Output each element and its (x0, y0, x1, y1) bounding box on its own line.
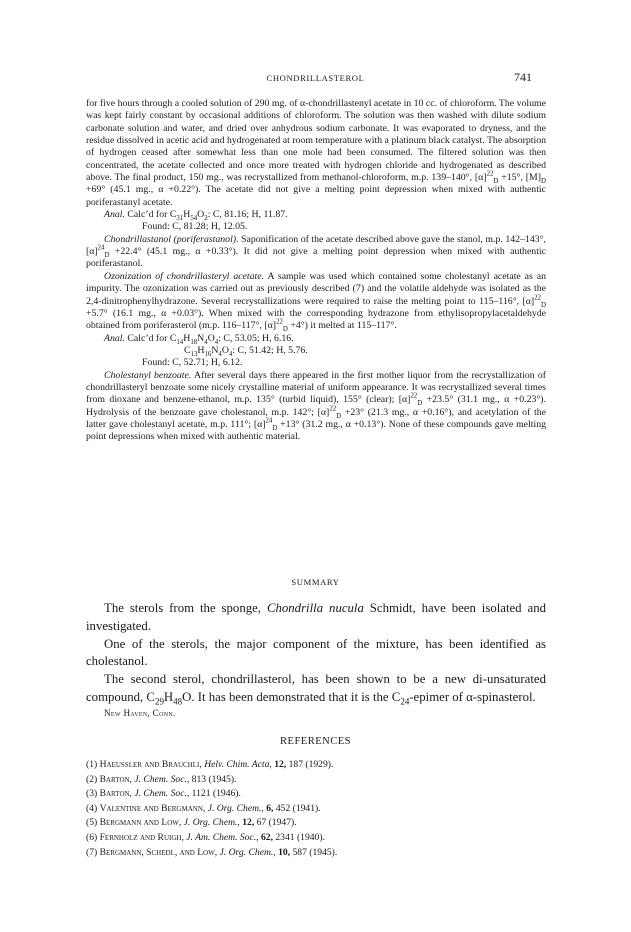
page-number: 741 (514, 70, 532, 84)
reference-item: (6) Fernholz and Ruigh, J. Am. Chem. Soc., 62, 2341 (1940). (86, 831, 325, 843)
reference-item: (5) Bergmann and Low, J. Org. Chem., 12, 67 (1947). (86, 817, 297, 829)
reference-item: (2) Barton, J. Chem. Soc., 813 (1945). (86, 773, 237, 785)
paragraph-ozonization: Ozonization of chondrillasteryl acetate. A sample was used which contained some cholestanyl acetate as an impurity. The ozonization was carried out as previously described (7) and the volatile aldehyde was isolated as the 2,4-dinitrophenylhydrazone. Several recrystallizations were required to raise the melting point to 115–116°, $[\alpha]^{22}_D +5.7^\circ$ (16.1 mg., α +0.03°). When mixed with the corresponding hydrazone from ethylisopropylacetaldehyde obtained from poriferasterol (m.p. 116–117°, $[\alpha]^{22}_D +4^\circ$) it melted at 115–117°. (86, 270, 546, 334)
running-head-title: CHONDRILLASTEROL (266, 73, 365, 83)
paragraph-chondrillastanol: Chondrillastanol (poriferastanol). Saponification of the acetate described above gave the stanol, m.p. 142–143°, $[\alpha]^{24}_D +22.4^\circ$ (45.1 mg., α +0.33°). It did not give a melting point depression when mixed with authentic poriferastanol. (86, 233, 546, 270)
summary-point-1: The sterols from the sponge, Chondrilla nucula Schmidt, have been isolated and investigated. (86, 601, 546, 633)
main-text (86, 98, 546, 444)
place-of-origin: New Haven, Conn. (104, 708, 176, 718)
analysis-1-found: Found: C, 81.28; H, 12.05. (142, 221, 248, 233)
reference-item: (1) Haeussler and Brauchli, Helv. Chim. Acta, 12, 187 (1929). (86, 759, 334, 770)
analysis-1: Anal. Calc’d for $C_{31}H_{54}O_2$: C, 81.16; H, 11.87. (104, 209, 288, 223)
running-head (0, 70, 631, 86)
analysis-2-found: Found: C, 52.71; H, 6.12. (142, 357, 243, 369)
summary-text (86, 600, 546, 707)
analysis-2-alt: $C_{13}H_{16}N_4O_4$: C, 51.42; H, 5.76. (184, 344, 308, 358)
summary-heading: SUMMARY (291, 577, 340, 587)
references-list (86, 758, 546, 860)
analysis-2: Anal. Calc’d for $C_{14}H_{18}N_4O_4$: C, 53.05; H, 6.16. (104, 332, 294, 346)
reference-item: (4) Valentine and Bergmann, J. Org. Chem., 6, 452 (1941). (86, 802, 321, 814)
reference-item: (3) Barton, J. Chem. Soc., 1121 (1946). (86, 788, 241, 800)
summary-point-2: One of the sterols, the major component of the mixture, has been identified as cholestanol. (86, 636, 546, 669)
reference-item: (7) Bergmann, Schedl, and Low, J. Org. Chem., 10, 587 (1945). (86, 846, 338, 858)
summary-point-3: The second sterol, chondrillasterol, has been shown to be a new di-unsaturated compound, $C_{29}H_{48}O$. It has been demonstrated that it is the $C_{24}$-epimer of α-spinasterol. (86, 672, 546, 707)
paragraph-cholestanyl-benzoate: Cholestanyl benzoate. After several days there appeared in the first mother liquor from the recrystallization of chondrillasteryl benzoate some nicely crystalline material of uniform appearance. It was recrystallized several times from dioxane and benzene-ethanol, m.p. 135° (turbid liquid), 155° (clear); $[\alpha]^{22}_D +23.5^\circ$ (31.1 mg., α +0.23°). Hydrolysis of the benzoate gave cholestanol, m.p. 142°; $[\alpha]^{22}_D +23^\circ$ (21.3 mg., α +0.16°), and acetylation of the latter gave cholestanyl acetate, m.p. 111°; $[\alpha]^{24}_D +13^\circ$ (31.2 mg., α +0.13°). None of these compounds gave melting point depressions when mixed with authentic material. (86, 369, 546, 443)
paragraph-hydrogenation: for five hours through a cooled solution of 290 mg. of α-chondrillastenyl acetate in 10 cc. of chloroform. The volume was kept fairly constant by occasional additions of chloroform. The solution was then washed with dilute sodium carbonate solution and water, and dried over anhydrous sodium carbonate. It was evaporated to dryness, and the residue dissolved in acetic acid and hydrogenated at room temperature with a platinum black catalyst. The absorption of hydrogen ceased after somewhat less than one mole had been consumed. The filtered solution was then concentrated, the acetate collected and once more treated with hydrogen chloride and hydrogenated as described above. The final product, 150 mg., was recrystallized from methanol-chloroform, m.p. 139–140°, $[\alpha]^{22}_D +15^\circ$, $[M]_D +69^\circ$ (45.1 mg., α +0.22°). The acetate did not give a melting point depression when mixed with authentic poriferastanyl acetate. (86, 98, 546, 208)
references-heading: REFERENCES (280, 736, 351, 747)
